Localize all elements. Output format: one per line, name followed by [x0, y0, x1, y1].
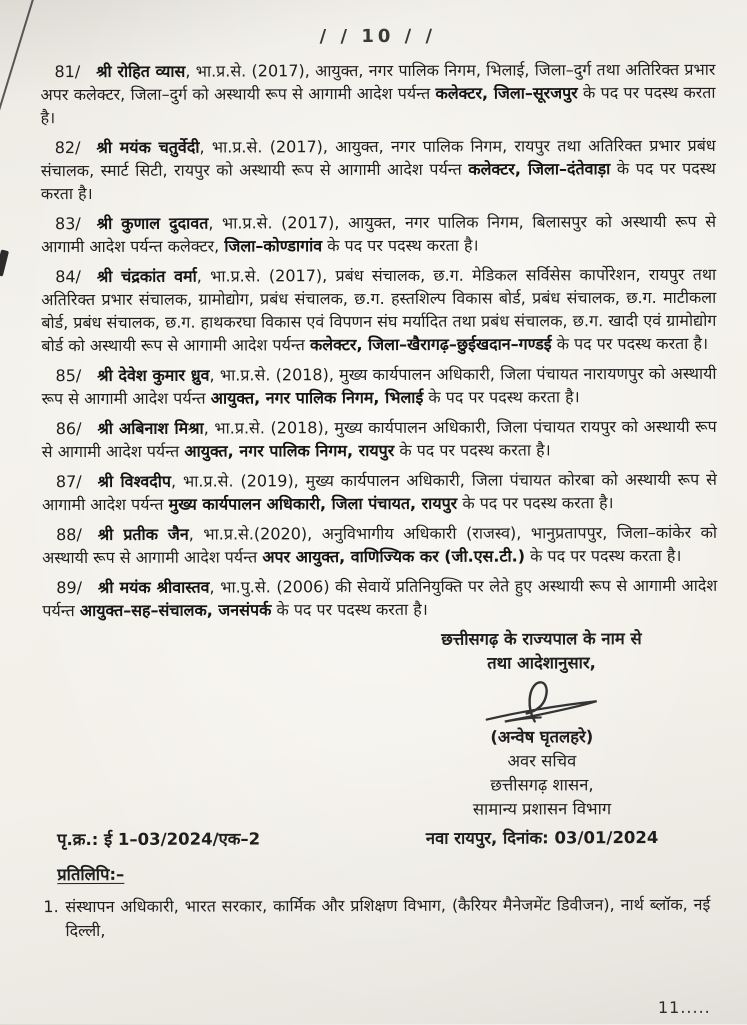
signoff-block	[365, 627, 718, 822]
order-item-text: के पद पर पदस्थ करता है।	[423, 387, 580, 407]
order-item-text: , भा.पु.से. (2006) की सेवायें प्रतिनियुक्ति पर लेते हुए अस्थायी रूप से आगामी आदेश पर्यन्त	[42, 575, 718, 621]
order-item-text: श्री मयंक श्रीवास्तव	[97, 577, 210, 597]
order-item-text: मुख्य कार्यपालन अधिकारी, जिला पंचायत, रायपुर	[168, 493, 458, 514]
signature-icon	[457, 677, 627, 730]
order-item-text: श्री प्रतीक जैन	[97, 524, 189, 544]
page-number-header: / / 10 / /	[319, 25, 437, 48]
order-item-number: 88/	[56, 525, 82, 545]
order-item-text: के पद पर पदस्थ करता है।	[271, 599, 428, 620]
reference-number: पृ.क्र.: ई 1–03/2024/एक–2	[57, 829, 261, 850]
order-item-text: आयुक्त–सह–संचालक, जनसंपर्क	[79, 600, 272, 621]
order-item-number: 83/	[54, 214, 81, 234]
order-item	[42, 468, 717, 516]
order-item-text: , भा.प्र.से. (2018), मुख्य कार्यपालन अधिकारी, जिला पंचायत रायपुर को अस्थायी रूप से आगामी आदेश पर्यन्त	[41, 416, 717, 462]
order-item-number: 87/	[55, 472, 82, 492]
signatory-designation: अवर सचिव	[507, 751, 577, 771]
order-item-text: कलेक्टर, जिला–दंतेवाड़ा	[468, 159, 611, 179]
order-item-text: जिला–कोण्डागांव	[224, 236, 323, 256]
order-item	[41, 134, 716, 205]
order-item-number: 86/	[55, 419, 82, 439]
order-item	[41, 210, 716, 258]
order-item	[40, 58, 715, 129]
order-item-text: , भा.प्र.से. (2017), आयुक्त, नगर पालिक निगम, बिलासपुर को अस्थायी रूप से आगामी आदेश पर्यन्त कलेक्टर,	[41, 211, 717, 257]
order-item-text: श्री देवेश कुमार ध्रुव	[97, 365, 210, 385]
order-item-text: श्री विश्वदीप	[97, 471, 172, 491]
order-item-text: , भा.प्र.से. (2017), प्रबंध संचालक, छ.ग. मेडिकल सर्विसेस कार्पोरेशन, रायपुर तथा अतिरिक्त प्रभार संचालक, ग्रामोद्योग, प्रबंध संचालक, छ.ग. हस्तशिल्प विकास बोर्ड, प्रबंध संचालक, छ.ग. माटीकला बोर्ड, प्रबंध संचालक, छ.ग. हाथकरघा विकास एवं विपणन संघ मर्यादित तथा प्रबंध संचालक, छ.ग. खादी एवं ग्रामोद्योग बोर्ड को अस्थायी रूप से आगामी आदेश पर्यन्त	[41, 264, 717, 356]
order-item-text: , भा.प्र.से. (2017), आयुक्त, नगर पालिक निगम, भिलाई, जिला–दुर्ग तथा अतिरिक्त प्रभार अपर कलेक्टर, जिला–दुर्ग को अस्थायी रूप से आगामी आदेश पर्यन्त	[40, 59, 716, 105]
order-item-number: 81/	[54, 62, 81, 82]
order-item-text: के पद पर पदस्थ करता है।	[525, 545, 682, 566]
order-item-text: के पद पर पदस्थ करता है।	[394, 440, 551, 460]
order-item-text: आयुक्त, नगर पालिक निगम, भिलाई	[210, 387, 424, 408]
order-item	[42, 521, 717, 569]
order-item-number: 84/	[55, 267, 81, 287]
order-item-text: , भा.प्र.से.(2020), अनुविभागीय अधिकारी (राजस्व), भानुप्रतापपुर, जिला–कांकेर को अस्थायी रूप से आगामी आदेश पर्यन्त	[42, 522, 718, 568]
order-items-list	[40, 58, 717, 622]
order-item-text: के पद पर पदस्थ करता है।	[40, 158, 716, 204]
signatory-department: सामान्य प्रशासन विभाग	[472, 799, 612, 819]
order-item-text: आयुक्त, नगर पालिक निगम, रायपुर	[184, 440, 395, 461]
order-item	[41, 362, 716, 410]
order-item-text: , भा.प्र.से. (2018), मुख्य कार्यपालन अधिकारी, जिला पंचायत नारायणपुर को अस्थायी रूप से आगामी आदेश पर्यन्त	[41, 363, 717, 409]
order-item-text: , भा.प्र.से. (2019), मुख्य कार्यपालन अधिकारी, जिला पंचायत कोरबा को अस्थायी रूप से आगामी आदेश पर्यन्त	[41, 469, 717, 515]
copy-recipient-number: 1.	[43, 897, 59, 917]
signatory-name: (अन्वेष घृतलहरे)	[490, 727, 594, 747]
order-item-text: अपर आयुक्त, वाणिज्यिक कर (जी.एस.टी.)	[262, 546, 526, 567]
signatory-government: छत्तीसगढ़ शासन,	[490, 775, 594, 795]
order-item	[42, 574, 717, 622]
copy-recipient-text: संस्थापन अधिकारी, भारत सरकार, कार्मिक और प्रशिक्षण विभाग, (कैरियर मैनेजमेंट डिवीजन), नार्थ ब्लॉक, नई दिल्ली,	[65, 894, 711, 941]
order-item-text: श्री अबिनाश मिश्रा	[97, 418, 204, 438]
order-item-text: कलेक्टर, जिला–खैरागढ़–छुईखदान–गण्डई	[309, 334, 552, 355]
order-item-text: श्री चंद्रकांत वर्मा	[96, 266, 197, 286]
by-order-line: छत्तीसगढ़ के राज्यपाल के नाम से	[441, 629, 642, 649]
place-date: नवा रायपुर, दिनांक: 03/01/2024	[425, 828, 659, 848]
order-item-number: 89/	[56, 578, 83, 598]
signoff-row	[42, 627, 718, 823]
order-item-number: 85/	[55, 366, 82, 386]
order-item-text: श्री कुणाल दुदावत	[96, 213, 209, 233]
copy-recipient	[43, 893, 718, 943]
copy-to-label: प्रतिलिपि:–	[57, 864, 125, 885]
order-item-number: 82/	[54, 138, 81, 158]
copy-recipients-list	[43, 893, 718, 943]
order-item	[42, 415, 717, 463]
order-item-text: कलेक्टर, जिला–सूरजपुर	[435, 83, 578, 103]
order-item-text: श्री रोहित व्यास	[96, 61, 186, 81]
order-item-text: के पद पर पदस्थ करता है।	[40, 82, 716, 128]
by-order-line2: तथा आदेशानुसार,	[487, 653, 596, 673]
next-page-catchword: 11.....	[657, 997, 711, 1018]
order-item-text: के पद पर पदस्थ करता है।	[322, 235, 479, 256]
order-item-text: के पद पर पदस्थ करता है।	[457, 493, 614, 513]
order-item	[41, 263, 716, 357]
reference-row	[43, 825, 718, 850]
order-item-text: के पद पर पदस्थ करता है।	[551, 333, 709, 354]
order-item-text: , भा.प्र.से. (2017), आयुक्त, नगर पालिक निगम, रायपुर तथा अतिरिक्त प्रभार प्रबंध संचालक, स्मार्ट सिटी, रायपुर को अस्थायी रूप से आगामी आदेश पर्यन्त	[40, 135, 716, 181]
order-item-text: श्री मयंक चतुर्वेदी	[96, 137, 200, 157]
